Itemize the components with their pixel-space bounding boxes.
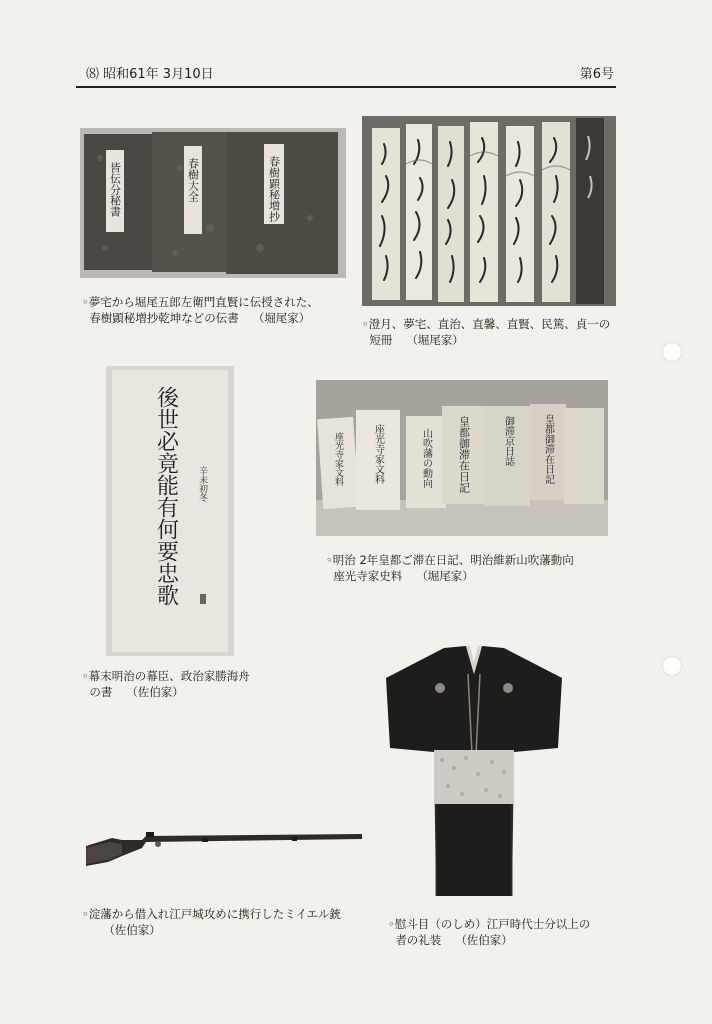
book2-title: 春樹大全 <box>186 158 200 202</box>
diary-label-4: 皇都御滞在日記 <box>457 416 471 493</box>
diary-label-6: 皇都御滞在日記 <box>542 414 554 484</box>
issue-number: 第6号 <box>579 67 614 82</box>
diary-label-2: 座光寺家文料 <box>372 424 384 484</box>
photo-bound-books <box>80 128 346 278</box>
issue-date: ⑻ 昭和61年 3月10日 <box>86 67 214 82</box>
caption-diaries: ◦明治 2年皇都ご滞在日記、明治維新山吹藩動向 座光寺家史料 （堀尾家） <box>326 553 574 583</box>
photo-tanzaku <box>362 116 616 306</box>
diary-label-1: 座光寺家文料 <box>333 432 343 486</box>
scroll-side-text: 辛未初冬 <box>197 466 207 502</box>
header-rule <box>76 86 616 88</box>
caption-bound-books: ◦夢宅から堀尾五郎左衛門直賢に伝授された、 春樹顕秘増抄乾坤などの伝書 （堀尾家） <box>82 295 319 325</box>
photo-rifle <box>82 820 364 872</box>
binder-hole-top <box>662 342 682 362</box>
scroll-main-text: 後世必竟能有何要忠歌 <box>153 386 179 606</box>
book1-title: 皆伝分秘書 <box>108 162 122 217</box>
diary-label-3: 山吹藩の動向 <box>420 428 432 488</box>
photo-kimono <box>382 644 566 900</box>
caption-kimono: ◦慰斗目（のしめ）江戸時代士分以上の 者の礼装 （佐伯家） <box>388 917 591 947</box>
caption-tanzaku: ◦澄月、夢宅、直治、直馨、直賢、民篤、貞一の 短冊 （堀尾家） <box>362 317 611 347</box>
book3-title: 春樹顕秘増抄 <box>267 156 281 222</box>
caption-scroll: ◦幕末明治の幕臣、政治家勝海舟 の書 （佐伯家） <box>82 669 250 699</box>
binder-hole-bottom <box>662 656 682 676</box>
page-header <box>76 66 614 84</box>
diary-label-5: 御滞京日誌 <box>502 416 514 466</box>
photo-scroll <box>106 366 234 656</box>
photo-diaries <box>316 380 608 536</box>
caption-rifle: ◦淀藩から借入れ江戸城攻めに携行したミイエル銃 （佐伯家） <box>82 907 341 937</box>
